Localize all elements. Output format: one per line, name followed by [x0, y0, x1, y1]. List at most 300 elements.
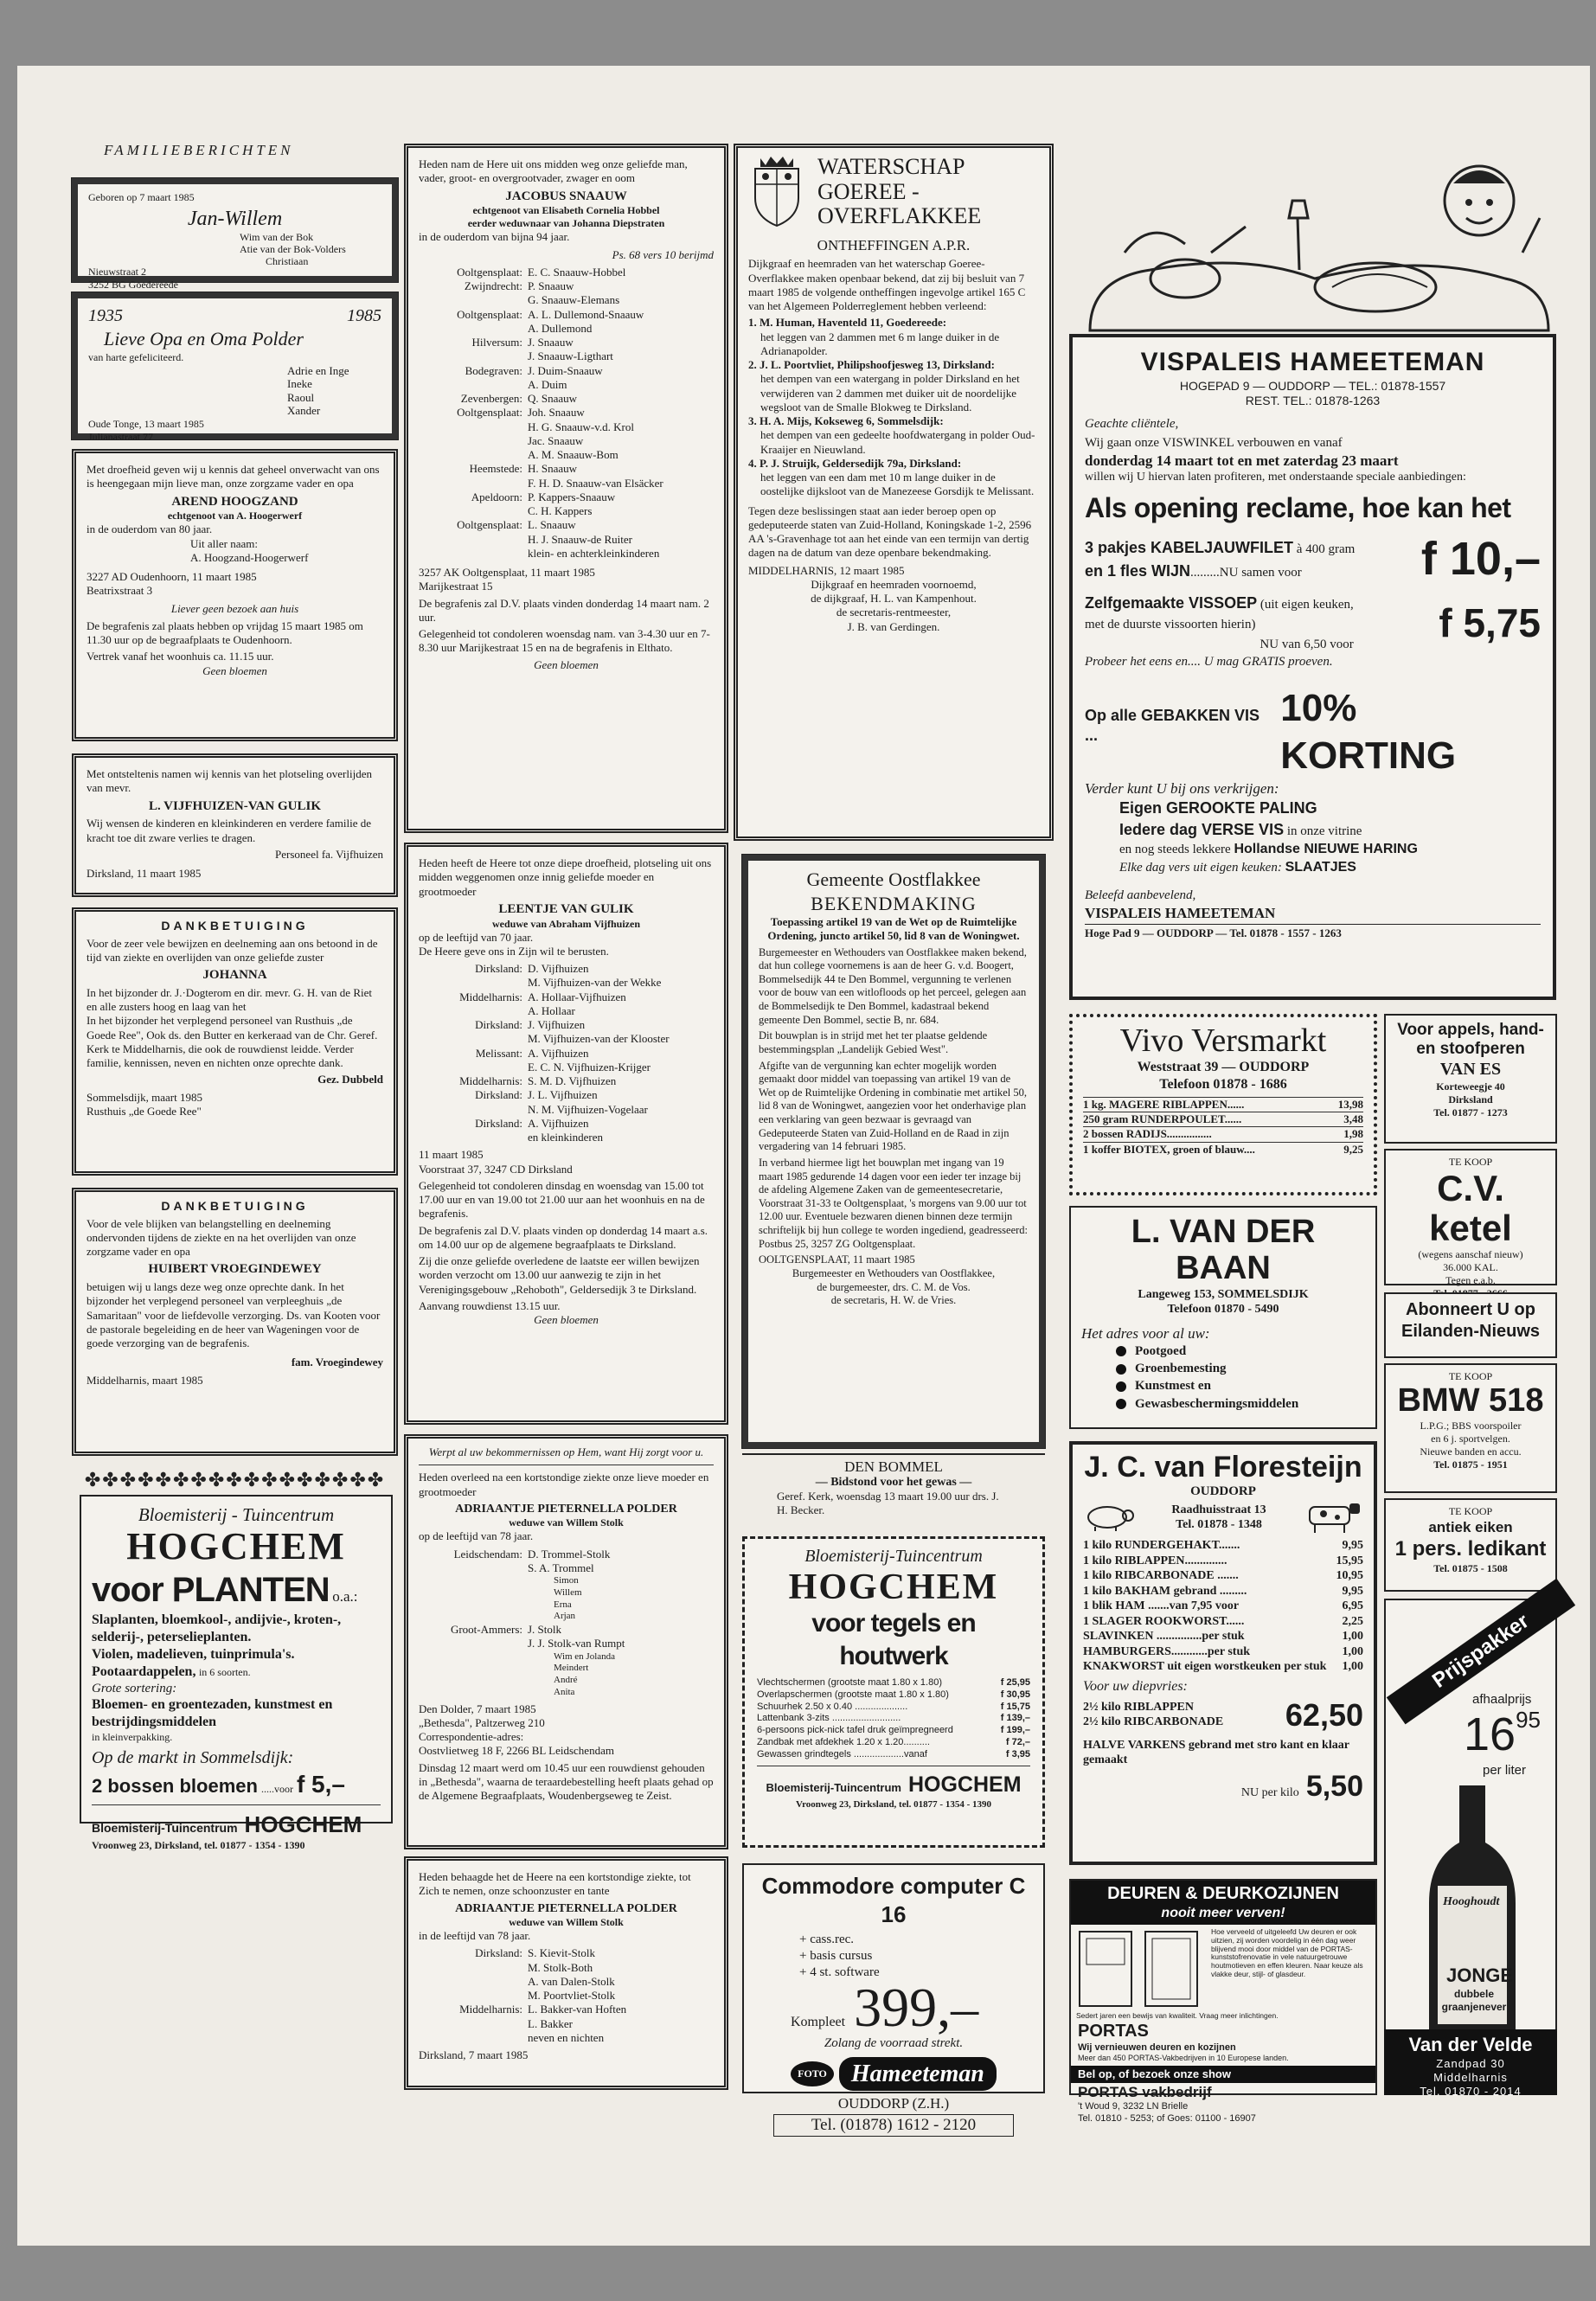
gemeente-text: Afgifte van de vergunning kan echter mogelijk worden gemaakt door middel van toepassing van artikel 19 van de Wet op de Ruimtelijke Ordening in combinatie met artikel 50, lid 8 van de Woningwet, aangezien voor het onderhavige plan een verklaring van geen bezwaar is gevraagd van Gedeputeerde Staten van Zuid-Holland en de Raad in zijn vergadering van 14 februari 1985. — [759, 1059, 1028, 1153]
family-member: J. J. Stolk-van Rumpt — [528, 1637, 625, 1650]
price-label: 1 SLAGER ROOKWORST...... — [1083, 1614, 1245, 1628]
van-es-tel: Tel. 01877 - 1273 — [1433, 1106, 1508, 1118]
cow-icon — [1303, 1500, 1363, 1535]
price-value: 6,95 — [1342, 1599, 1363, 1613]
price-list — [757, 1677, 1030, 1760]
waterschap-intro: Dijkgraaf en heemraden van het waterschap Goeree-Overflakkee maken openbaar bekend, dat zij bij besluit van 7 maart 1985 de volgende ontheffingen ingevolge artikel 165 C van het Algemeen Polderreglement hebben verleend: — [748, 257, 1026, 312]
vispaleis-dates: donderdag 14 maart tot en met zaterdag 23 maart — [1085, 452, 1399, 469]
baan-item: Groenbemesting — [1116, 1360, 1365, 1377]
family-place: Dirksland: — [475, 1088, 522, 1102]
thanks-intro: Voor de vele blijken van belangstelling en deelneming ondervonden tijdens de ziekte en na het overlijden van onze zorgzame vader en opa — [87, 1216, 356, 1258]
gemeente-sig: de secretaris, H. W. de Vries. — [830, 1294, 957, 1307]
price-row — [1083, 1538, 1363, 1554]
family-place: Hilversum: — [471, 336, 522, 349]
thanks-signed: Gez. Dubbeld — [317, 1073, 383, 1086]
obit-name: LEENTJE VAN GULIK — [498, 901, 634, 916]
obituary-snaauw — [404, 144, 728, 833]
vispaleis-ad — [1069, 334, 1556, 1000]
ketel-tegen: Tegen e.a.b. — [1445, 1274, 1496, 1287]
price-label: Zandbak met afdekhek 1.20 x 1.20.......... — [757, 1736, 930, 1747]
offer-text: 3 pakjes KABELJAUWFILET — [1085, 538, 1294, 556]
obit-text: Dinsdag 12 maart werd om 10.45 uur een rouwdienst gehouden in „Bethesda", waarna de teraardebestelling heeft plaats gehad op de Algemene Begraafplaats, Woudenbergseweg te Zeist. — [419, 1760, 714, 1802]
exemption-head: 2. J. L. Poortvliet, Philipshoofjesweg 13, Dirksland: — [748, 358, 995, 371]
plants-line: in kleinverpakking. — [92, 1731, 173, 1744]
portas-header: DEUREN & DEURKOZIJNEN — [1107, 1884, 1339, 1903]
birth-name: Jan-Willem — [187, 208, 283, 230]
price-row — [1083, 1614, 1363, 1630]
family-member: M. Vijfhuizen-van der Wekke — [528, 976, 662, 990]
commodore-tel: Tel. (01878) 1612 - 2120 — [773, 2114, 1014, 2137]
waterschap-title: OVERFLAKKEE — [817, 203, 982, 229]
van-es-addr: Korteweegje 40 — [1436, 1080, 1505, 1093]
thanks-johanna — [72, 907, 398, 1176]
slaatjes: SLAATJES — [1285, 860, 1356, 875]
vispaleis-probeer: Probeer het eens en.... U mag GRATIS proeven. — [1085, 655, 1333, 670]
anniversary-title: Lieve Opa en Oma Polder — [104, 328, 304, 349]
portas-line: Meer dan 450 PORTAS-Vakbedrijven in 10 Europese landen. — [1078, 2054, 1289, 2063]
price-row — [1083, 1599, 1363, 1614]
vitrine: in onze vitrine — [1286, 824, 1362, 838]
vispaleis-verder: Verder kunt U bij ons verkrijgen: — [1085, 780, 1279, 797]
hogchem-script: Bloemisterij - Tuincentrum — [138, 1504, 335, 1525]
family-group — [419, 1088, 714, 1117]
exemption-text: het leggen van 2 dammen met 6 m lange duiker in de Adrianapolder. — [760, 330, 1000, 357]
family-member: J. L. Vijfhuizen — [528, 1088, 598, 1102]
velde-city: Middelharnis — [1433, 2070, 1508, 2084]
van-es-title: Voor appels, hand- en stoofperen — [1397, 1021, 1544, 1058]
price-row — [1083, 1568, 1363, 1584]
baan-address: Langeweg 153, SOMMELSDIJK — [1138, 1287, 1309, 1301]
exemption-text: het dempen van een watergang in polder Dirksland en het verwijderen van 2 dammen met duiker uit de noordelijke wegsloot van de Smalle Blokweg te Dirksland. — [760, 372, 1020, 413]
family-place: Dirksland: — [475, 962, 522, 975]
family-list — [419, 962, 714, 1144]
family-member: A. Vijfhuizen — [528, 1116, 589, 1130]
obit-age: op de leeftijd van 70 jaar. — [419, 930, 534, 944]
cv-ketel-ad — [1384, 1149, 1557, 1285]
slaatjes-pre: Elke dag vers uit eigen keuken: — [1119, 861, 1282, 875]
exemption-list — [748, 316, 1039, 498]
plants-line: Slaplanten, bloemkool-, andijvie-, kroten-, selderij-, peterselieplanten. — [92, 1612, 342, 1644]
vispaleis-text2: willen wij U hiervan laten profiteren, met onderstaande speciale aanbiedingen: — [1085, 471, 1466, 484]
obit-signed: Personeel fa. Vijfhuizen — [275, 847, 383, 861]
price-list — [1083, 1538, 1363, 1675]
vispaleis-sig: VISPALEIS HAMEETEMAN — [1085, 904, 1276, 921]
price-label: 1 kilo BAKHAM gebrand ......... — [1083, 1584, 1247, 1598]
obit-burial: De begrafenis zal D.V. plaats vinden donderdag 14 maart nam. 2 uur. — [419, 596, 709, 624]
baan-heading: Het adres voor al uw: — [1081, 1324, 1210, 1342]
anniversary-name: Xander — [287, 404, 321, 418]
gemeente-place: OOLTGENSPLAAT, 11 maart 1985 — [759, 1253, 915, 1266]
perliter: per liter — [1483, 1763, 1527, 1778]
offer-text: .........NU samen voor — [1190, 565, 1302, 580]
obit-age: in de ouderdom van 80 jaar. — [87, 522, 213, 536]
obit-spouse: weduwe van Abraham Vijfhuizen — [491, 917, 641, 930]
kompleet: Kompleet — [791, 2015, 846, 2030]
thanks-name: HUIBERT VROEGINDEWEY — [148, 1262, 322, 1277]
family-place: Groot-Ammers: — [450, 1623, 522, 1636]
birth-parent: Atie van der Bok-Volders — [240, 242, 346, 255]
obit-street: Beatrixstraat 3 — [87, 584, 153, 598]
prijspakker-banner: Prijspakker — [1387, 1579, 1575, 1725]
bmw-ad — [1384, 1363, 1557, 1493]
abonneer-line: Eilanden-Nieuws — [1401, 1322, 1541, 1341]
thanks-text: In het bijzonder het verplegend personeel van Rusthuis „de Goede Ree", Ook ds. den Butter en kerkeraad van de Chr. Geref. Kerk te Middelharnis, die ook de rouwdienst leidde. Verder familie, kennissen, neven en nichten onze oprechte dank. — [87, 1014, 378, 1069]
korting-pre: Op alle GEBAKKEN VIS ... — [1085, 707, 1260, 744]
waterschap-title: WATERSCHAP — [817, 154, 965, 180]
obit-flowers: Geen bloemen — [202, 663, 267, 677]
thanks-text: betuigen wij u langs deze weg onze oprechte dank. In het bijzonder het verplegend personeel van verpleeghuis „de Samaritaan" voor de liefdevolle verzorging. Ds. van Kooten voor de pastorale begeleiding en de heer van Wageningen voor de goede verzorging van de begrafenis. — [87, 1280, 381, 1349]
price-value: 9,25 — [1343, 1142, 1363, 1156]
obit-spouse2: eerder weduwnaar van Johanna Diepstraten — [467, 217, 665, 230]
footer-address: Vroonweg 23, Dirksland, tel. 01877 - 1354 - 1390 — [795, 1798, 991, 1810]
hogchem-tiles-ad — [742, 1536, 1045, 1848]
portas-brand: PORTAS — [1078, 2021, 1149, 2041]
gemeente-sub: Toepassing artikel 19 van de Wet op de Ruimtelijke Ordening, juncto artikel 50, lid 8 van de Woningwet. — [767, 915, 1020, 943]
birth-announcement — [72, 178, 398, 292]
family-place: Dirksland: — [475, 1018, 522, 1031]
family-list — [419, 1548, 714, 1699]
exemption-head: 4. P. J. Struijk, Geldersedijk 79a, Dirksland: — [748, 456, 962, 470]
family-member: L. Snaauw — [528, 518, 576, 532]
offer-text: en 1 fles WIJN — [1085, 561, 1191, 580]
obit-text: Wij wensen de kinderen en kleinkinderen en verdere familie de kracht toe dit zware verlies te dragen. — [87, 817, 372, 844]
family-member: D. Vijfhuizen — [528, 962, 589, 975]
haring: Hollandse NIEUWE HARING — [1234, 841, 1418, 856]
family-member: F. H. D. Snaauw-van Elsäcker — [528, 476, 663, 490]
obit-end: Aanvang rouwdienst 13.15 uur. — [419, 1298, 561, 1312]
birth-address: 3252 BG Goedereede — [88, 279, 178, 292]
family-group — [419, 490, 714, 519]
family-place: Ooltgensplaat: — [457, 406, 522, 420]
price-1: f 10,– — [1420, 532, 1541, 585]
price-label: 1 kilo RIBLAPPEN.............. — [1083, 1554, 1227, 1567]
family-member: Q. Snaauw — [528, 392, 578, 405]
vivo-address: Weststraat 39 — OUDDORP — [1137, 1059, 1310, 1074]
oa: o.a.: — [332, 1587, 358, 1605]
footer-big: HOGCHEM — [907, 1772, 1022, 1798]
price-value: 1,00 — [1342, 1630, 1363, 1644]
price-label: Vlechtschermen (grootste maat 1.80 x 1.80) — [757, 1677, 942, 1689]
obit-flowers: Geen bloemen — [534, 1313, 599, 1326]
price-value: 10,95 — [1336, 1569, 1363, 1583]
thanks-place: Sommelsdijk, maart 1985 — [87, 1090, 202, 1104]
hameeteman-logo: Hameeteman — [839, 2057, 997, 2091]
family-group — [419, 1117, 714, 1145]
family-child: Meindert — [554, 1663, 589, 1674]
obit-intro: Heden overleed na een kortstondige ziekte onze lieve moeder en grootmoeder — [419, 1471, 709, 1498]
flores-address: Raadhuisstraat 13 — [1171, 1503, 1266, 1516]
thanks-place: Middelharnis, maart 1985 — [87, 1373, 203, 1387]
family-member: Jac. Snaauw — [528, 433, 584, 447]
obit-line: Oostvlietweg 18 F, 2266 BL Leidschendam — [419, 1744, 614, 1758]
obit-burial: De begrafenis zal plaats hebben op vrijdag 15 maart 1985 om 11.30 uur op de begraafplaats te Oudenhoorn. — [87, 619, 363, 646]
korting: 10% KORTING — [1280, 687, 1457, 777]
family-member: L. Bakker — [528, 2016, 573, 2030]
family-group — [419, 406, 714, 462]
gemeente-title: Gemeente Oostflakkee — [806, 868, 981, 890]
commodore-ad — [742, 1863, 1045, 2135]
family-member: A. Duim — [528, 377, 567, 391]
price-row — [1083, 1644, 1363, 1660]
bmw-tel: Tel. 01875 - 1951 — [1433, 1458, 1508, 1471]
family-group — [419, 462, 714, 490]
price-label: 1 kilo RUNDERGEHAKT....... — [1083, 1539, 1240, 1553]
price-label: 250 gram RUNDERPOULET...... — [1083, 1112, 1242, 1126]
family-member: H. J. Snaauw-de Ruiter — [528, 532, 632, 546]
waterschap-sig: Dijkgraaf en heemraden voornoemd, — [811, 577, 977, 591]
price-label: HAMBURGERS............per stuk — [1083, 1644, 1251, 1658]
tekoop: TE KOOP — [1448, 1156, 1493, 1168]
price-value: 1,00 — [1342, 1660, 1363, 1674]
family-group — [419, 1548, 714, 1624]
baan-item: Pootgoed — [1116, 1343, 1365, 1360]
ledikant-tel: Tel. 01875 - 1508 — [1433, 1562, 1508, 1575]
section-title: FAMILIEBERICHTEN — [104, 142, 294, 158]
obit-address: 3257 AK Ooltgensplaat, 11 maart 1985 — [419, 566, 595, 579]
waterschap-heading: ONTHEFFINGEN A.P.R. — [817, 237, 971, 253]
bottle-label: JONGE — [1446, 1965, 1514, 1986]
obituary-vijfhuizen — [72, 753, 398, 897]
thanks-title: DANKBETUIGING — [161, 919, 309, 933]
family-group — [419, 392, 714, 406]
vispaleis-greeting: Geachte cliëntele, — [1085, 416, 1179, 431]
family-list — [419, 266, 714, 561]
family-group — [419, 364, 714, 393]
anniversary-place: Oude Tonge, 13 maart 1985 — [88, 417, 204, 430]
anniversary-announcement — [72, 292, 398, 443]
price-value: 1,00 — [1342, 1644, 1363, 1658]
ketel-sub: (wegens aanschaf nieuw) — [1418, 1248, 1523, 1261]
commodore-city: OUDDORP (Z.H.) — [837, 2095, 950, 2112]
family-member: J. Snaauw — [528, 336, 574, 349]
family-member: M. Stolk-Both — [528, 1960, 593, 1974]
footer-name: Bloemisterij-Tuincentrum — [766, 1781, 901, 1795]
obit-name: AREND HOOGZAND — [171, 494, 298, 509]
anniversary-name: Adrie en Inge — [287, 363, 349, 377]
family-member: E. C. N. Vijfhuizen-Krijger — [528, 1060, 651, 1074]
obituary-hoogzand — [72, 449, 398, 741]
flores-title: J. C. van Floresteijn — [1084, 1451, 1362, 1484]
gemeente-notice — [742, 855, 1045, 1448]
family-member: A. van Dalen-Stolk — [528, 1974, 615, 1988]
family-place: Zevenbergen: — [460, 392, 522, 405]
price-value: 9,95 — [1342, 1539, 1363, 1553]
family-place: Heemstede: — [469, 462, 522, 476]
vispaleis-headline: Als opening reclame, hoe kan het — [1085, 491, 1511, 523]
ledikant-line: 1 pers. ledikant — [1394, 1537, 1547, 1561]
van-der-baan-ad — [1069, 1206, 1377, 1429]
price-row — [1083, 1142, 1363, 1157]
price-value: f 25,95 — [1000, 1677, 1030, 1689]
family-group — [419, 308, 714, 336]
family-member: M. Poortvliet-Stolk — [528, 1989, 616, 2002]
price-row — [1083, 1126, 1363, 1141]
price-row — [1083, 1584, 1363, 1599]
price-label: Gewassen grindtegels ...................vanaf — [757, 1748, 927, 1759]
flores-varkens: HALVE VARKENS gebrand met stro kant en klaar gemaakt — [1083, 1738, 1349, 1767]
offer-text: NU van 6,50 voor — [1259, 637, 1354, 651]
price-row — [757, 1702, 1030, 1714]
anniversary-name: Ineke — [287, 377, 312, 391]
family-member: J. Duim-Snaauw — [528, 363, 603, 377]
ledikant-line: antiek eiken — [1428, 1519, 1513, 1535]
birth-address: Nieuwstraat 2 — [88, 266, 146, 279]
bossen: 2 bossen bloemen — [92, 1775, 258, 1798]
obit-flowers: Geen bloemen — [534, 657, 599, 671]
birth-parent: Wim van der Bok — [240, 231, 314, 243]
family-place: Middelharnis: — [459, 2003, 522, 2016]
obit-street: Marijkestraat 15 — [419, 580, 493, 593]
bmw-title: BMW 518 — [1397, 1382, 1544, 1419]
velde-name: Van der Velde — [1408, 2034, 1533, 2055]
footer-big: HOGCHEM — [244, 1811, 362, 1838]
van-es-name: VAN ES — [1439, 1059, 1502, 1079]
family-member: en kleinkinderen — [528, 1131, 603, 1144]
portas-name: PORTAS vakbedrijf — [1078, 2083, 1212, 2100]
gemeente-text: Burgemeester en Wethouders van Oostflakkee maken bekend, dat hun college voornemens is aan de heer G. v.d. Boogert, Bommelsedijk 44 te Den Bommel, vergunning te verlenen voor de bouw van een witlofloods op het perceel, gelegen aan de Bommelsedijk te Den Bommel, kadastraal bekend gemeente Den Bommel, sectie B, nr. 684. — [759, 945, 1027, 1026]
haring-pre: en nog steeds lekkere — [1119, 842, 1231, 856]
family-group — [419, 266, 714, 279]
birth-sibling: Christiaan — [266, 254, 309, 267]
family-member: S. A. Trommel — [528, 1561, 594, 1574]
plants-line: Bloemen- en groentezaden, kunstmest en bestrijdingsmiddelen — [92, 1697, 333, 1730]
price-value: f 139,– — [1000, 1713, 1030, 1724]
family-member: A. Hollaar-Vijfhuizen — [528, 990, 626, 1003]
family-group — [419, 2003, 714, 2045]
obit-intro: Heden behaagde het de Heere na een kortstondige ziekte, tot Zich te nemen, onze schoonzuster en tante — [419, 1870, 691, 1898]
price-label: Schuurhek 2.50 x 0.40 .................... — [757, 1701, 908, 1712]
vivo-tel: Telefoon 01878 - 1686 — [1159, 1076, 1287, 1092]
obit-address: 3227 AD Oudenhoorn, 11 maart 1985 — [87, 570, 257, 583]
portas-text: Hoe verveeld of uitgeleefd Uw deuren er ook uitzien, zij worden voordelig in één dag weer blijvend mooi door middel van de PORTAS-kunststofrenovatie in vele natuurgetrouwe houtmotieven en effen kleuren. Naar keuze als vlakke deur, stijl- of glasdeur. — [1211, 1927, 1363, 1978]
offer-text: met de duurste vissoorten hierin) — [1085, 618, 1256, 632]
tekoop: TE KOOP — [1448, 1370, 1493, 1382]
hogchem-slogan: voor tegels en houtwerk — [811, 1609, 976, 1670]
price-row — [1083, 1554, 1363, 1569]
thanks-vroegindewey — [72, 1188, 398, 1456]
voor-planten: voor PLANTEN — [92, 1570, 330, 1609]
obituary-polder-1 — [404, 1434, 728, 1849]
voor-dots: .....voor — [260, 1783, 293, 1796]
den-bommel-text: Geref. Kerk, woensdag 13 maart 19.00 uur drs. J. H. Becker. — [777, 1490, 999, 1516]
family-member: E. C. Snaauw-Hobbel — [528, 265, 626, 279]
plants-line: in 6 soorten. — [198, 1665, 251, 1678]
exemption-head: 1. M. Human, Haventeld 11, Goedereede: — [748, 316, 947, 330]
obit-family: Uit aller naam: — [190, 536, 258, 550]
bmw-line: en 6 j. sportvelgen. — [1431, 1432, 1510, 1445]
family-child: Arjan — [554, 1611, 576, 1622]
family-member: L. Bakker-van Hoften — [528, 2003, 627, 2016]
commodore-item: + cass.rec. — [799, 1932, 855, 1946]
ketel-title: C.V. ketel — [1429, 1168, 1512, 1249]
bottle-brand: Hooghoudt — [1443, 1895, 1500, 1908]
family-child: Wim en Jolanda — [554, 1650, 616, 1662]
family-member: A. Hollaar — [528, 1003, 575, 1017]
flores-price-1: 62,50 — [1285, 1696, 1363, 1733]
price-label: 1 kg. MAGERE RIBLAPPEN...... — [1083, 1097, 1245, 1111]
obit-verse: Ps. 68 vers 10 berijmd — [612, 247, 714, 261]
anniversary-street: Julianastraat 77 — [88, 430, 153, 443]
obit-line: „Bethesda", Paltzerweg 210 — [419, 1715, 545, 1729]
gemeente-title: BEKENDMAKING — [811, 892, 977, 914]
obit-name: ADRIAANTJE PIETERNELLA POLDER — [455, 1901, 677, 1915]
price-label: 1 kilo RIBCARBONADE ....... — [1083, 1569, 1239, 1583]
vispaleis-address: HOGEPAD 9 — OUDDORP — TEL.: 01878-1557 — [1179, 378, 1446, 393]
obit-note: Liever geen bezoek aan huis — [170, 601, 299, 615]
den-bommel-sub: — Bidstond voor het gewas — — [815, 1476, 972, 1489]
family-member: P. Snaauw — [528, 279, 574, 292]
family-member: H. Snaauw — [528, 462, 578, 476]
obit-intro: Heden heeft de Heere tot onze diepe droefheid, plotseling uit ons midden weggenomen onze innig geliefde moeder en grootmoeder — [419, 856, 712, 898]
family-place: Ooltgensplaat: — [457, 307, 522, 321]
anniversary-subtitle: van harte gefeliciteerd. — [88, 350, 184, 363]
price-row — [757, 1725, 1030, 1737]
portas-tel: Tel. 01810 - 5253; of Goes: 01100 - 16907 — [1078, 2112, 1256, 2124]
door-icon — [1076, 1928, 1206, 2008]
exemption-text: het dempen van een gedeelte hoofdwatergang in polder Oud-Kraaijer en Nieuwland. — [760, 428, 1035, 456]
gemeente-sig: de burgemeester, drs. C. M. de Vos. — [817, 1280, 971, 1293]
family-group — [419, 1018, 714, 1047]
family-member: J. Vijfhuizen — [528, 1018, 586, 1031]
family-place: Middelharnis: — [459, 990, 522, 1003]
thanks-title: DANKBETUIGING — [161, 1199, 309, 1213]
obit-condole: Gelegenheid tot condoleren woensdag nam. van 3-4.30 uur en 7-8.30 uur Marijkestraat 15 en na de begrafenis in Elthato. — [419, 627, 710, 655]
grote-sortering: Grote sortering: — [92, 1681, 177, 1695]
prijspakker-price: 16 — [1464, 1708, 1516, 1760]
portas-bel: Bel op, of bezoek onze show — [1071, 2066, 1375, 2083]
bmw-line: L.P.G.; BBS voorspoiler — [1420, 1419, 1522, 1432]
price-label: KNAKWORST uit eigen worstkeuken per stuk — [1083, 1660, 1327, 1674]
footer-address: Vroonweg 23, Dirksland, tel. 01877 - 1354 - 1390 — [92, 1838, 305, 1851]
family-list — [419, 1946, 714, 2045]
offer-text: (uit eigen keuken, — [1259, 598, 1354, 612]
foto-logo-icon: FOTO — [791, 2061, 834, 2086]
family-member: P. Kappers-Snaauw — [528, 490, 616, 503]
den-bommel-notice — [742, 1453, 1045, 1531]
waterschap-notice — [734, 144, 1054, 841]
abonneer-ad — [1384, 1292, 1557, 1358]
price-row — [757, 1689, 1030, 1702]
tekoop: TE KOOP — [1448, 1505, 1493, 1517]
baan-title: L. VAN DER BAAN — [1131, 1214, 1316, 1286]
family-child: Anita — [554, 1686, 575, 1697]
waterschap-title: GOEREE - — [817, 178, 920, 204]
ketel-kal: 36.000 KAL. — [1443, 1261, 1498, 1274]
velde-addr: Zandpad 30 — [1436, 2056, 1505, 2070]
price-label: 2 bossen RADIJS................ — [1083, 1127, 1212, 1141]
price-row — [757, 1713, 1030, 1725]
family-member: G. Snaauw-Elemans — [528, 293, 620, 307]
hogchem-name: HOGCHEM — [788, 1567, 999, 1607]
price-value: f 72,– — [1005, 1736, 1030, 1747]
commodore-item: + basis cursus — [799, 1948, 873, 1963]
coat-of-arms-icon — [748, 155, 805, 229]
obit-age: in de ouderdom van bijna 94 jaar. — [419, 230, 570, 244]
obituary-van-gulik — [404, 843, 728, 1425]
price-label: 1 blik HAM .......van 7,95 voor — [1083, 1599, 1240, 1613]
prijspakker-cents: 95 — [1516, 1707, 1541, 1733]
flores-item: 2½ kilo RIBLAPPEN — [1083, 1700, 1194, 1714]
family-child: Erna — [554, 1599, 572, 1610]
newspaper-page — [17, 66, 1590, 2246]
velde-tel: Tel. 01870 - 2014 — [1420, 2085, 1522, 2098]
gemeente-text: Dit bouwplan is in strijd met het ter plaatse geldende bestemmingsplan „Landelijk Gebied West". — [759, 1029, 988, 1055]
obit-intro: Met ontsteltenis namen wij kennis van het plotseling overlijden van mevr. — [87, 767, 372, 795]
vispaleis-title: VISPALEIS HAMEETEMAN — [1140, 348, 1485, 376]
portas-addr: 't Woud 9, 3232 LN Brielle — [1078, 2101, 1189, 2112]
gemeente-text: In verband hiermee ligt het bouwplan met ingang van 19 maart 1985 gedurende 14 dagen voor een ieder ter inzage bij de afdeling Algemene Zaken van de gemeentesecretarie, Voorstraat 31-33 te Ooltgensplaat, 's morgens van 9.00 uur tot 12.00 uur. Eventuele bezwaren dienen binnen deze termijn schriftelijk bij hun college te worden ingediend, geadresseerd: Postbus 25, 3257 ZG Ooltgensplaat. — [759, 1156, 1029, 1250]
obit-address: Voorstraat 37, 3247 CD Dirksland — [419, 1162, 573, 1176]
